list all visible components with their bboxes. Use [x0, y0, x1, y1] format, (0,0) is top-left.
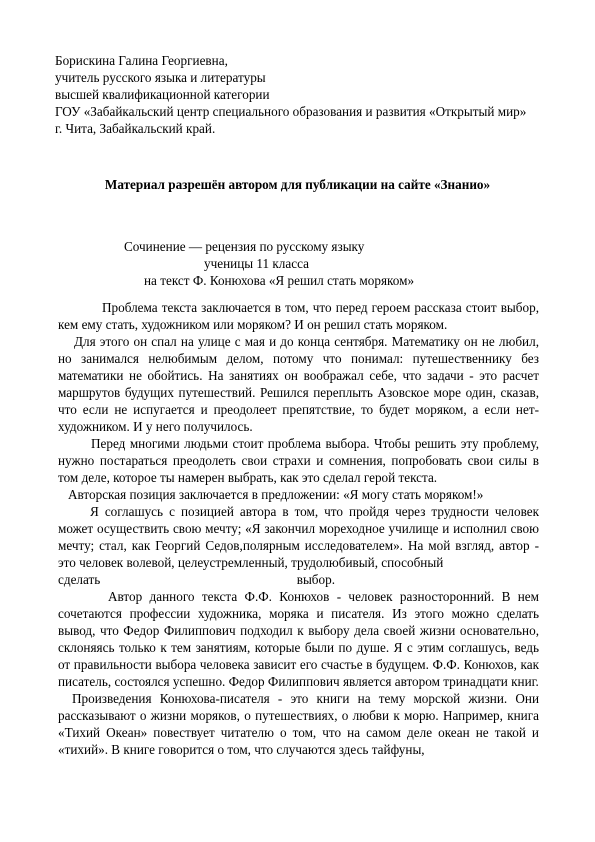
paragraph: Проблема текста заключается в том, что перед героем рассказа стоит выбор, кем ему стать, художником или моряком? И он решил стать моряком.	[58, 300, 539, 332]
author-position: учитель русского языка и литературы	[55, 70, 266, 85]
author-location: г. Чита, Забайкальский край.	[55, 121, 216, 136]
split-left: сделать	[58, 572, 101, 587]
heading-line-3: на текст Ф. Конюхова «Я решил стать моряком»	[144, 273, 415, 288]
author-name: Борискина Галина Георгиевна,	[55, 53, 228, 68]
heading-line-1: Сочинение — рецензия по русскому языку	[124, 239, 365, 254]
author-category: высшей квалификационной категории	[55, 87, 270, 102]
paragraph: Для этого он спал на улице с мая и до конца сентября. Математику он не любил, но занимался нелюбимым делом, потому что понимал: путешественнику без математики не обойтись. На занятиях он воображал себе, что задачи - это расчет маршрутов будущих путешествий. Решился переплыть Азовское море один, сказав, что если не испугается и преодолеет препятствие, то будет моряком, а если нет- художником. И у него получилось.	[58, 334, 539, 434]
author-info	[55, 52, 535, 137]
paragraph: Я соглашусь с позицией автора в том, что пройдя через трудности человек может осуществить свою мечту; «Я закончил мореходное училище и исполнил свою мечту; стал, как Георгий Седов,полярным исследователем». На мой взгляд, автор - это человек волевой, целеустремленный, трудолюбивый, способный	[58, 504, 539, 570]
paragraph: Автор данного текста Ф.Ф. Конюхов - человек разносторонний. В нем сочетаются профессии художника, моряка и писателя. Из этого можно сделать вывод, что Федор Филиппович подходил к выбору дела своей жизни основательно, склоняясь только к тем занятиям, которые были по душе. Я с этим соглашусь, ведь от правильности выбора человека зависит его счастье в будущем. Ф.Ф. Конюхов, как писатель, состоялся успешно. Федор Филиппович является автором тринадцати книг.	[58, 589, 539, 689]
paragraph-end-line	[58, 571, 539, 588]
essay-body	[58, 299, 539, 758]
paragraph: Авторская позиция заключается в предложении: «Я могу стать моряком!»	[68, 487, 484, 502]
split-right: выбор.	[296, 572, 335, 587]
author-organization: ГОУ «Забайкальский центр специального образования и развития «Открытый мир»	[55, 104, 527, 119]
heading-line-2: ученицы 11 класса	[204, 256, 309, 271]
paragraph: Произведения Конюхова-писателя - это книги на тему морской жизни. Они рассказывают о жизни моряков, о путешествиях, о любви к морю. Например, книга «Тихий Океан» повествует читателю о том, что на самом деле океан не такой и «тихий». В книге говорится о том, что случаются здесь тайфуны,	[58, 691, 539, 757]
publication-permission: Материал разрешён автором для публикации на сайте «Знанио»	[104, 177, 491, 192]
paragraph: Перед многими людьми стоит проблема выбора. Чтобы решить эту проблему, нужно постараться преодолеть свои страхи и сомнения, попробовать свои силы в том деле, которое ты намерен выбрать, как это сделал герой текста.	[58, 436, 539, 485]
